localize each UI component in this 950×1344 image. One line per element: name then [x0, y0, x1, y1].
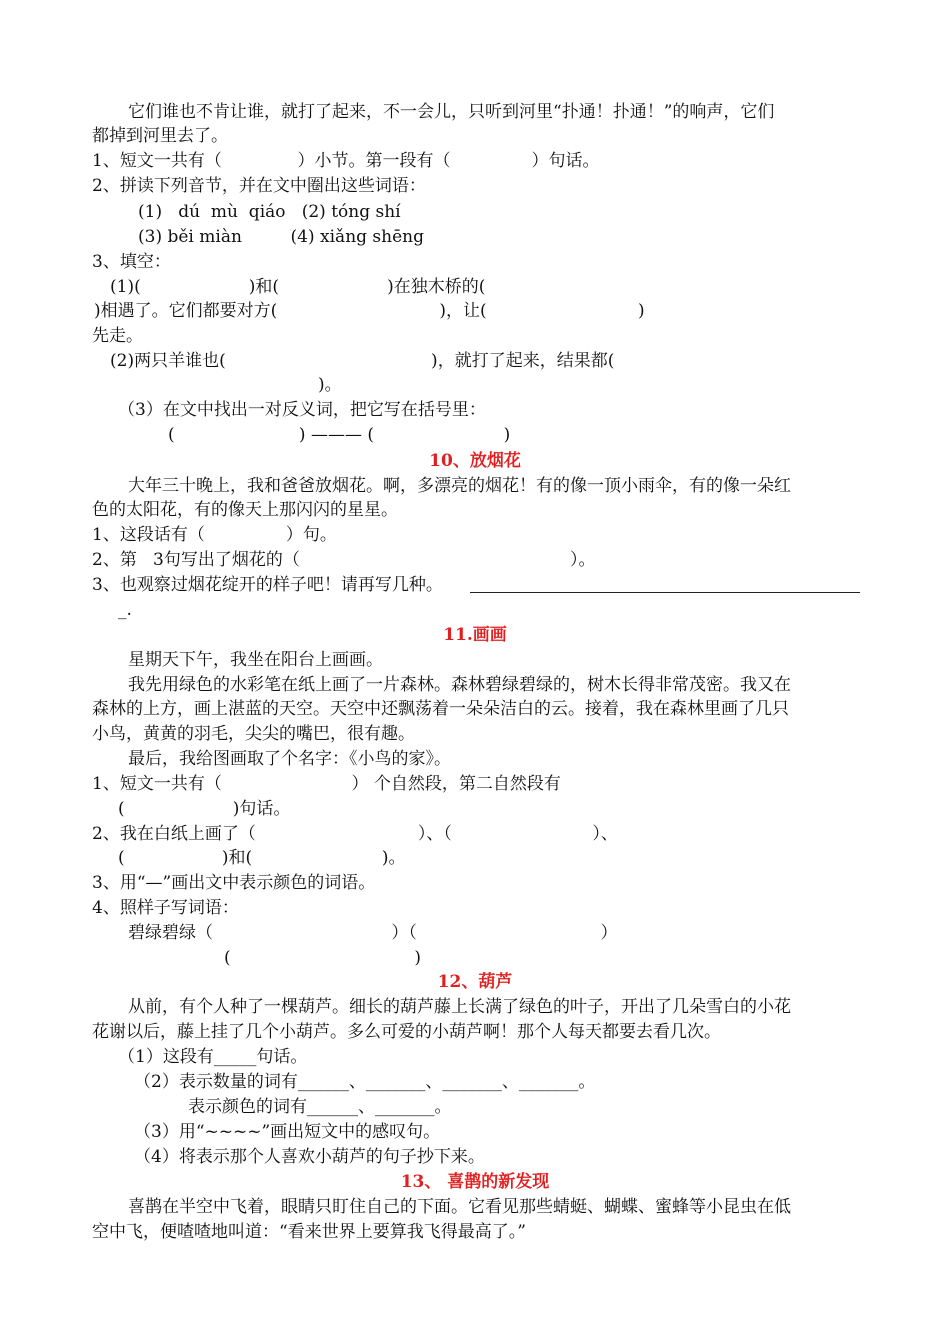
passage9-pinyin-row-2: (3) běi miàn (4) xiǎng shēng: [138, 227, 424, 247]
passage9-question-1: 1、短文一共有（ ）小节。第一段有（ ）句话。: [92, 151, 600, 171]
passage9-q3-2-line-b: )。: [318, 375, 342, 395]
section12-question-1: （1）这段有_____句话。: [118, 1047, 308, 1067]
passage9-q3-1-line-c: 先走。: [92, 326, 143, 346]
passage9-q3-1-line-a: (1)( )和( )在独木桥的(: [110, 277, 486, 297]
passage9-q3-3-answer: ( ) ——— ( ): [168, 425, 511, 445]
section11-title: 11.画画: [443, 625, 507, 645]
section12-question-3: （3）用“~~~~”画出短文中的感叹句。: [134, 1122, 441, 1142]
section12-question-2b: 表示颜色的词有______、_______。: [188, 1097, 452, 1117]
section11-question-4: 4、照样子写词语：: [92, 898, 239, 918]
section10-question-1: 1、这段话有（ ）句。: [92, 525, 337, 545]
section12-title: 12、葫芦: [437, 972, 513, 992]
section11-line-3: 森林的上方，画上湛蓝的天空。天空中还飘荡着一朵朵洁白的云。接着，我在森林里画了几只: [92, 699, 789, 719]
section13-line-2: 空中飞，便喳喳地叫道：“看来世界上要算我飞得最高了。”: [92, 1222, 526, 1242]
section11-line-5: 最后，我给图画取了个名字：《小鸟的家》。: [128, 749, 451, 769]
section10-title: 10、放烟花: [429, 451, 521, 471]
section11-question-4b: ( ): [224, 948, 421, 968]
section11-question-3: 3、用“—”画出文中表示颜色的词语。: [92, 873, 376, 893]
section10-answer-line: [470, 592, 860, 593]
section11-question-1a: 1、短文一共有（ ） 个自然段，第二自然段有: [92, 774, 561, 794]
section12-question-4: （4）将表示那个人喜欢小葫芦的句子抄下来。: [134, 1147, 485, 1167]
section11-question-1b: ( )句话。: [118, 799, 291, 819]
section11-question-2b: ( )和( )。: [118, 848, 406, 868]
section11-question-2a: 2、我在白纸上画了（ ）、（ ）、: [92, 824, 618, 844]
passage9-line-2: 都掉到河里去了。: [92, 126, 228, 146]
section10-question-3-end: _.: [118, 600, 132, 620]
section13-line-1: 喜鹊在半空中飞着，眼睛只盯住自己的下面。它看见那些蜻蜓、蝴蝶、蜜蜂等小昆虫在低: [128, 1197, 791, 1217]
passage9-question-3: 3、填空：: [92, 252, 171, 272]
section11-line-1: 星期天下午，我坐在阳台上画画。: [128, 650, 383, 670]
section11-line-2: 我先用绿色的水彩笔在纸上画了一片森林。森林碧绿碧绿的，树木长得非常茂密。我又在: [128, 675, 791, 695]
section12-line-1: 从前，有个人种了一棵葫芦。细长的葫芦藤上长满了绿色的叶子，开出了几朵雪白的小花: [128, 997, 791, 1017]
section10-line-2: 色的太阳花，有的像天上那闪闪的星星。: [92, 500, 398, 520]
section13-title: 13、 喜鹊的新发现: [400, 1172, 550, 1192]
section10-question-2: 2、第 3句写出了烟花的（ ）。: [92, 550, 596, 570]
passage9-question-2: 2、拼读下列音节，并在文中圈出这些词语：: [92, 176, 426, 196]
section10-question-3: 3、也观察过烟花绽开的样子吧！请再写几种。: [92, 575, 443, 595]
passage9-pinyin-row-1: (1) dú mù qiáo (2) tóng shí: [138, 202, 401, 222]
passage9-q3-2-line-a: (2)两只羊谁也( )，就打了起来，结果都(: [110, 351, 615, 371]
section12-question-2: （2）表示数量的词有______、_______、_______、_______。: [134, 1072, 596, 1092]
passage9-line-1: 它们谁也不肯让谁，就打了起来，不一会儿，只听到河里“扑通！扑通！”的响声，它们: [128, 102, 775, 122]
section10-line-1: 大年三十晚上，我和爸爸放烟花。啊，多漂亮的烟花！有的像一顶小雨伞，有的像一朵红: [128, 476, 791, 496]
passage9-q3-3: （3）在文中找出一对反义词，把它写在括号里：: [118, 400, 486, 420]
passage9-q3-1-line-b: )相遇了。它们都要对方( )，让( ): [94, 301, 645, 321]
section11-question-4a: 碧绿碧绿（ ）（ ）: [128, 923, 618, 943]
section11-line-4: 小鸟，黄黄的羽毛，尖尖的嘴巴，很有趣。: [92, 724, 415, 744]
section12-line-2: 花谢以后，藤上挂了几个小葫芦。多么可爱的小葫芦啊！那个人每天都要去看几次。: [92, 1022, 721, 1042]
